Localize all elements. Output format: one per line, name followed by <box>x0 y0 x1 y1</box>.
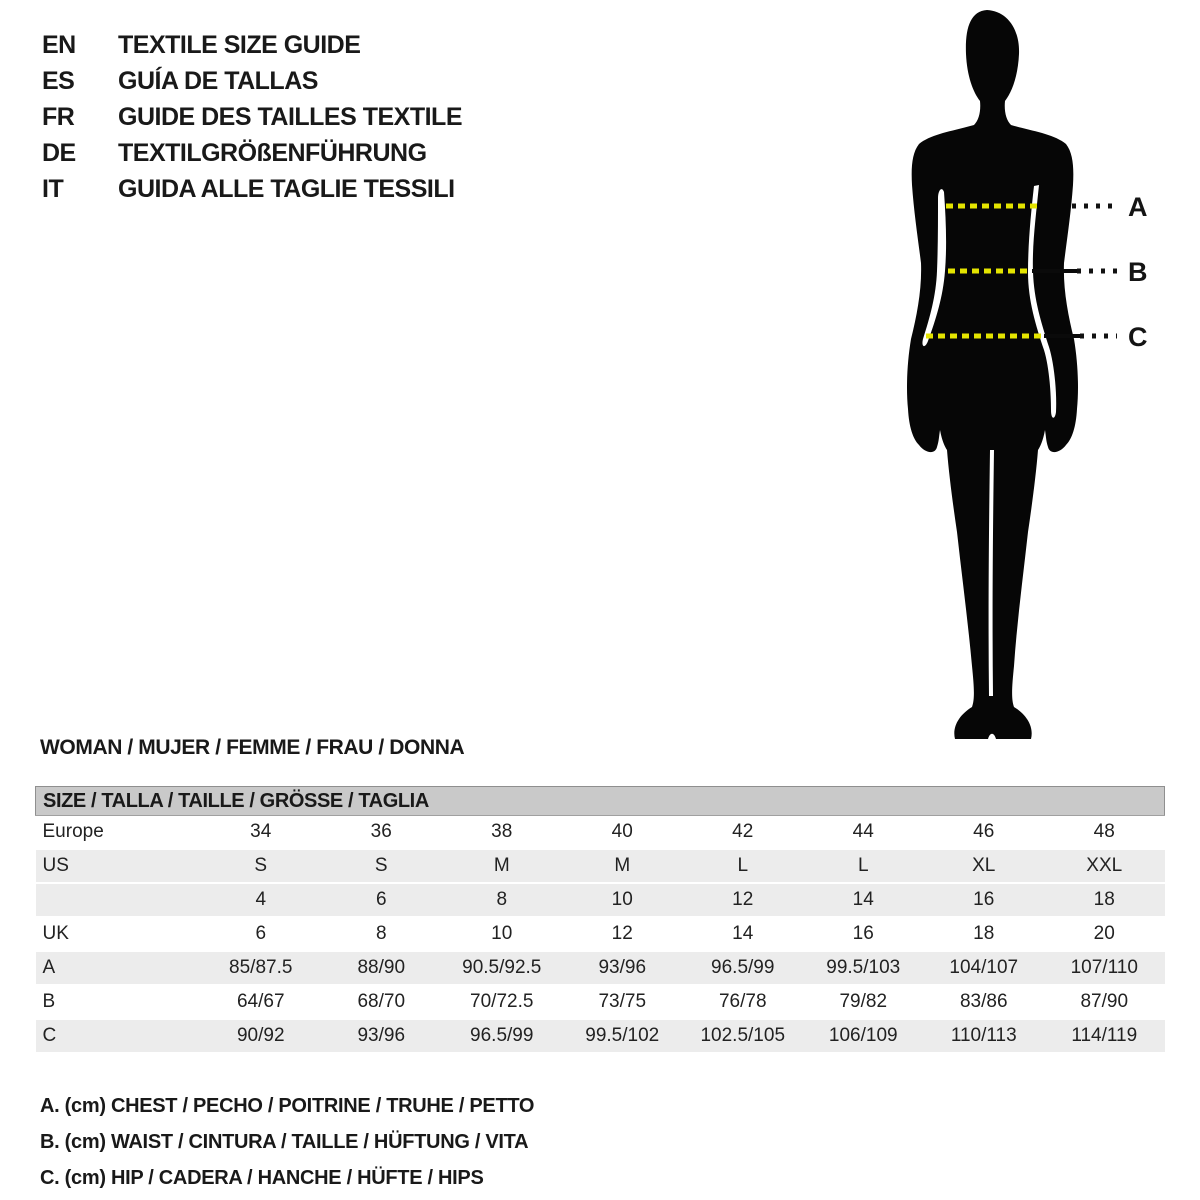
size-cell: 20 <box>1044 917 1165 951</box>
legend-line: B. (cm) WAIST / CINTURA / TAILLE / HÜFTUNG / VITA <box>40 1130 529 1153</box>
language-code: IT <box>42 174 64 203</box>
language-row <box>42 99 462 135</box>
size-cell: 44 <box>803 816 924 850</box>
row-label: UK <box>36 917 201 951</box>
row-label: US <box>36 849 201 883</box>
size-cell: 36 <box>321 816 442 850</box>
size-cell: 93/96 <box>562 951 683 985</box>
table-row <box>36 883 1165 917</box>
size-cell: 42 <box>683 816 804 850</box>
measure-label-a: A <box>1128 192 1148 222</box>
size-cell: 16 <box>803 917 924 951</box>
size-cell: 16 <box>924 883 1045 917</box>
size-cell: XXL <box>1044 849 1165 883</box>
table-row <box>36 951 1165 985</box>
language-row <box>42 171 462 207</box>
size-cell: 93/96 <box>321 1019 442 1053</box>
language-title: GUIDE DES TAILLES TEXTILE <box>118 102 463 131</box>
row-label: Europe <box>36 816 201 850</box>
size-cell: L <box>683 849 804 883</box>
size-cell: 68/70 <box>321 985 442 1019</box>
table-row <box>36 849 1165 883</box>
language-row <box>42 27 462 63</box>
size-cell: 73/75 <box>562 985 683 1019</box>
size-cell: 96.5/99 <box>442 1019 563 1053</box>
size-cell: M <box>442 849 563 883</box>
size-cell: 102.5/105 <box>683 1019 804 1053</box>
size-cell: 88/90 <box>321 951 442 985</box>
size-cell: 38 <box>442 816 563 850</box>
table-row <box>36 816 1165 850</box>
size-cell: S <box>321 849 442 883</box>
size-cell: 34 <box>201 816 322 850</box>
language-code: DE <box>42 138 76 167</box>
language-title: GUIDA ALLE TAGLIE TESSILI <box>118 174 455 203</box>
table-row <box>36 917 1165 951</box>
language-code: ES <box>42 66 75 95</box>
legend-line: A. (cm) CHEST / PECHO / POITRINE / TRUHE / PETTO <box>40 1094 535 1117</box>
language-code: FR <box>42 102 75 131</box>
size-cell: 99.5/103 <box>803 951 924 985</box>
section-title: WOMAN / MUJER / FEMME / FRAU / DONNA <box>40 736 465 759</box>
table-header: SIZE / TALLA / TAILLE / GRÖSSE / TAGLIA <box>36 787 1165 816</box>
table-row <box>36 985 1165 1019</box>
size-cell: 79/82 <box>803 985 924 1019</box>
size-cell: 85/87.5 <box>201 951 322 985</box>
size-cell: 90/92 <box>201 1019 322 1053</box>
size-cell: 48 <box>1044 816 1165 850</box>
size-cell: 114/119 <box>1044 1019 1165 1053</box>
legend-line: C. (cm) HIP / CADERA / HANCHE / HÜFTE / HIPS <box>40 1166 484 1189</box>
size-cell: 64/67 <box>201 985 322 1019</box>
size-cell: 14 <box>803 883 924 917</box>
size-cell: 6 <box>201 917 322 951</box>
size-cell: 87/90 <box>1044 985 1165 1019</box>
size-cell: XL <box>924 849 1045 883</box>
size-cell: 12 <box>683 883 804 917</box>
row-label: B <box>36 985 201 1019</box>
size-cell: M <box>562 849 683 883</box>
size-cell: 4 <box>201 883 322 917</box>
measure-legend <box>40 1088 534 1196</box>
language-row <box>42 63 462 99</box>
size-cell: 14 <box>683 917 804 951</box>
size-cell: 99.5/102 <box>562 1019 683 1053</box>
language-code: EN <box>42 30 76 59</box>
row-label: C <box>36 1019 201 1053</box>
language-title: GUÍA DE TALLAS <box>118 66 318 95</box>
size-cell: L <box>803 849 924 883</box>
size-cell: 6 <box>321 883 442 917</box>
size-cell: 10 <box>562 883 683 917</box>
size-cell: 76/78 <box>683 985 804 1019</box>
language-list <box>42 27 462 207</box>
measure-label-c: C <box>1128 322 1148 352</box>
size-table <box>35 786 1165 1054</box>
size-cell: S <box>201 849 322 883</box>
row-label <box>36 883 201 917</box>
table-header-row <box>36 787 1165 816</box>
size-cell: 83/86 <box>924 985 1045 1019</box>
size-table-body <box>36 816 1165 1054</box>
size-cell: 10 <box>442 917 563 951</box>
size-cell: 104/107 <box>924 951 1045 985</box>
row-label: A <box>36 951 201 985</box>
size-cell: 90.5/92.5 <box>442 951 563 985</box>
language-row <box>42 135 462 171</box>
size-cell: 70/72.5 <box>442 985 563 1019</box>
measure-label-b: B <box>1128 257 1148 287</box>
size-cell: 106/109 <box>803 1019 924 1053</box>
size-figure <box>880 0 1200 745</box>
size-cell: 40 <box>562 816 683 850</box>
language-title: TEXTILE SIZE GUIDE <box>118 30 361 59</box>
size-cell: 107/110 <box>1044 951 1165 985</box>
language-title: TEXTILGRÖßENFÜHRUNG <box>118 138 427 167</box>
size-cell: 12 <box>562 917 683 951</box>
size-cell: 46 <box>924 816 1045 850</box>
size-cell: 110/113 <box>924 1019 1045 1053</box>
size-cell: 8 <box>442 883 563 917</box>
size-cell: 8 <box>321 917 442 951</box>
size-cell: 18 <box>1044 883 1165 917</box>
size-cell: 18 <box>924 917 1045 951</box>
size-cell: 96.5/99 <box>683 951 804 985</box>
table-row <box>36 1019 1165 1053</box>
